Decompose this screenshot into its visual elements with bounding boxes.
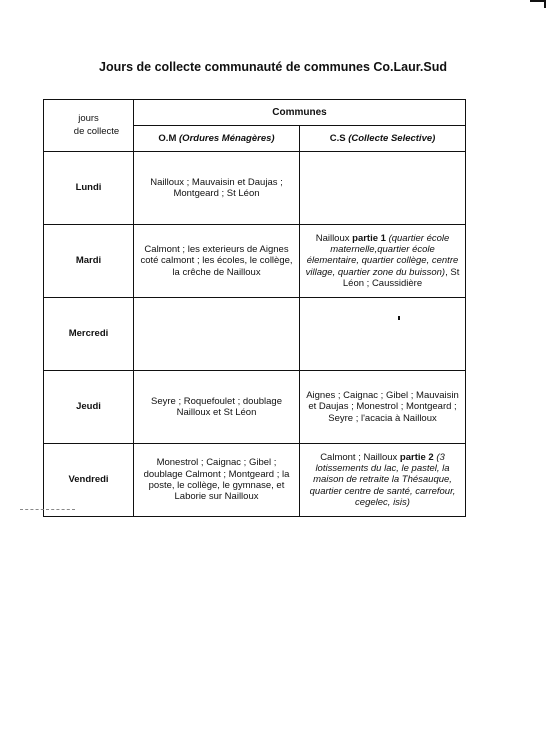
- header-om: [134, 126, 300, 152]
- cs-cell: Aignes ; Caignac ; Gibel ; Mauvaisin et Daujas ; Monestrol ; Montgeard ; Seyre ; l'acacia à Nailloux: [300, 371, 466, 444]
- day-cell: Mercredi: [44, 298, 134, 371]
- page-title: Jours de collecte communauté de communes Co.Laur.Sud: [99, 60, 447, 74]
- header-jours-de-collecte: [44, 100, 134, 152]
- scan-dash-mark: [20, 509, 75, 510]
- om-cell: Calmont ; les exterieurs de Aignes coté calmont ; les écoles, le collège, la crêche de Nailloux: [134, 225, 300, 298]
- cs-text-partie: partie 1: [352, 232, 386, 244]
- day-cell: Lundi: [44, 152, 134, 225]
- header-cs-italic: (Collecte Selective): [348, 132, 436, 144]
- scan-speck: [398, 316, 400, 320]
- om-cell: Monestrol ; Caignac ; Gibel ; doublage Calmont ; Montgeard ; la poste, le collège, le gymnase, et Laborie sur Nailloux: [134, 444, 300, 517]
- header-om-prefix: O.M: [158, 132, 180, 144]
- cs-cell: [300, 152, 466, 225]
- header-om-italic: (Ordures Ménagères): [179, 132, 275, 144]
- header-jours-line1: jours: [78, 112, 99, 124]
- cs-text-d: , St Léon ; Caussidière: [342, 266, 460, 290]
- table-row-lundi: [44, 152, 466, 225]
- table-row-vendredi: [44, 444, 466, 517]
- header-cs-prefix: C.S: [329, 132, 349, 144]
- day-cell: Mardi: [44, 225, 134, 298]
- cs-text-details: (quartier école maternelle,quartier école élementaire, quartier collège, centre village, quartier zone du buisson): [305, 232, 459, 278]
- om-cell: Seyre ; Roquefoulet ; doublage Nailloux et St Léon: [134, 371, 300, 444]
- day-cell: Jeudi: [44, 371, 134, 444]
- cs-text-a: Nailloux: [315, 232, 353, 244]
- header-cs: [300, 126, 466, 152]
- table-row-mercredi: [44, 298, 466, 371]
- om-cell: Nailloux ; Mauvaisin et Daujas ; Montgeard ; St Léon: [134, 152, 300, 225]
- cs-text-a: Calmont ; Nailloux: [320, 451, 400, 463]
- cs-text-partie: partie 2: [399, 451, 434, 463]
- scan-corner-mark: [530, 0, 546, 8]
- cs-cell: [300, 444, 466, 517]
- day-cell: Vendredi: [44, 444, 134, 517]
- header-row-1: [44, 100, 466, 126]
- collection-schedule-table: [43, 99, 466, 517]
- cs-cell: [300, 298, 466, 371]
- table-row-mardi: [44, 225, 466, 298]
- header-communes: Communes: [134, 100, 466, 126]
- cs-text-details: (3 lotissements du lac, le pastel, la maison de retraite la Thésauque, quartier centre de santé, carrefour, cegelec, isis): [309, 451, 456, 509]
- table-row-jeudi: [44, 371, 466, 444]
- header-jours-line2: de collecte: [73, 125, 120, 137]
- cs-cell: [300, 225, 466, 298]
- om-cell: [134, 298, 300, 371]
